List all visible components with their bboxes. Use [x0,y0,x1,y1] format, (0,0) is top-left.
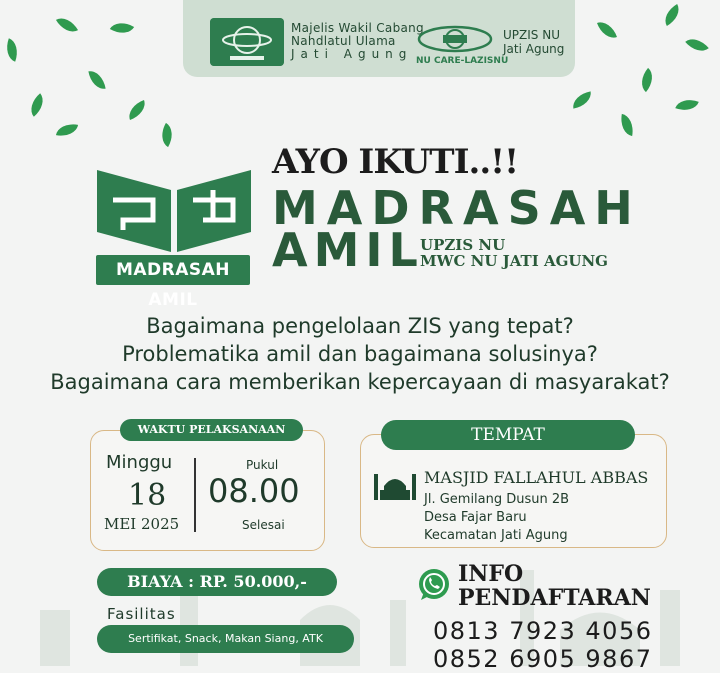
question-3: Bagaimana cara memberikan kepercayaan di masyarakat? [50,370,670,394]
place-label: TEMPAT [381,420,635,450]
schedule-time: 08.00 [208,472,300,510]
leaf-icon [88,69,105,91]
question-1: Bagaimana pengelolaan ZIS yang tepat? [146,314,574,338]
schedule-date: 18 [128,478,167,513]
title-amil: AMIL [272,223,424,277]
leaf-icon [25,93,49,117]
logo-banner: MADRASAH AMIL [96,255,250,285]
address-line-3: Kecamatan Jati Agung [424,528,568,543]
place-name: MASJID FALLAHUL ABBAS [424,468,649,487]
leaf-icon [125,100,149,120]
title-upzis [420,237,608,269]
leaf-icon [675,95,699,115]
place-address [424,491,569,545]
schedule-label: WAKTU PELAKSANAAN [120,419,303,441]
leaf-icon [571,91,593,108]
phone-number-2[interactable]: 0852 6905 9867 [433,645,653,673]
leaf-icon [597,18,617,42]
leaf-icon [56,121,78,138]
title-upzis-line-1: UPZIS NU [420,236,506,254]
leaf-icon [618,114,635,136]
mwc-line-1: Majelis Wakil Cabang [291,21,424,35]
upzis-line-1: UPZIS NU [503,28,560,42]
leaf-icon [56,13,78,37]
facilities-list: Sertifikat, Snack, Makan Siang, ATK [97,625,354,653]
leaf-icon [2,38,22,62]
book-logo-icon [93,160,255,256]
info-line-1: INFO [458,561,524,587]
nu-logo-icon [210,18,284,66]
leaf-icon [635,68,659,92]
mwc-line-2: Nahdlatul Ulama [291,34,396,48]
fee-badge: BIAYA : RP. 50.000,- [97,568,337,596]
registration-info [458,562,651,610]
mosque-icon [372,468,418,500]
upzis-line-2: Jati Agung [503,42,565,56]
leaf-icon [156,123,178,147]
mwc-line-3: Jati Agung [291,47,413,61]
leaf-icon [660,4,684,26]
nucare-label: NU CARE-LAZISNU [416,56,509,66]
title-madrasah: MADRASAH [272,181,642,235]
schedule-month: MEI 2025 [104,515,180,533]
schedule-end: Selesai [242,518,285,532]
whatsapp-icon [417,568,451,602]
leaf-icon [110,17,134,39]
leaf-icon [685,33,709,57]
schedule-divider [194,458,196,532]
address-line-1: Jl. Gemilang Dusun 2B [424,492,570,507]
upzis-text [503,28,564,56]
schedule-day: Minggu [106,452,173,473]
schedule-time-label: Pukul [246,458,279,472]
title-upzis-line-2: MWC NU JATI AGUNG [420,252,608,270]
address-line-2: Desa Fajar Baru [424,510,527,525]
facilities-label: Fasilitas [107,605,176,623]
headline-ayo: AYO IKUTI..!! [272,142,519,182]
question-2: Problematika amil dan bagaimana solusinya? [122,342,598,366]
phone-number-1[interactable]: 0813 7923 4056 [433,617,653,645]
questions-block [0,312,720,396]
mwc-text [291,22,424,61]
nucare-logo-icon [415,22,495,56]
info-line-2: PENDAFTARAN [458,585,651,611]
